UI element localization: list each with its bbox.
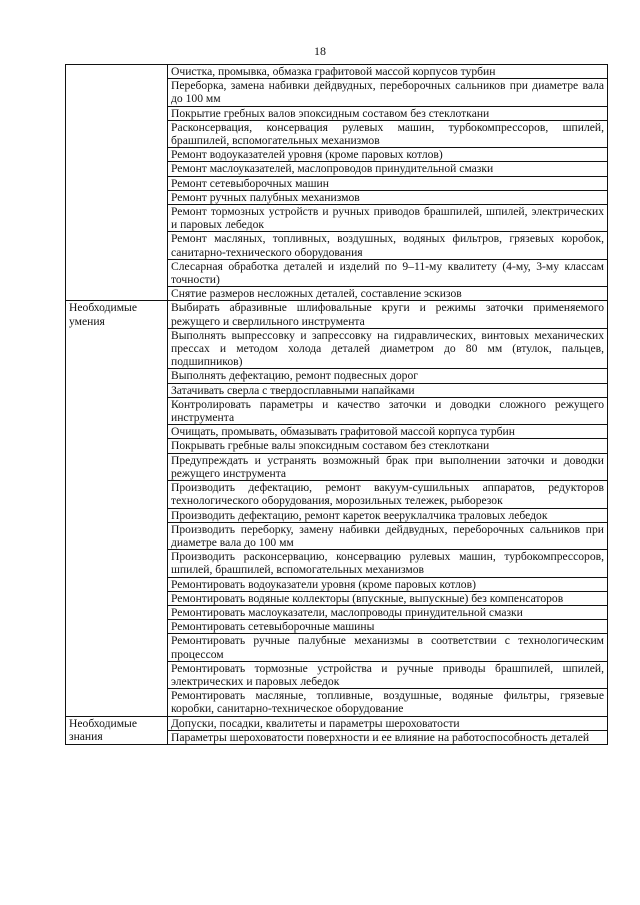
table-cell: Производить дефектацию, ремонт вакуум-сушильных аппаратов, редукторов технологического оборудования, морозильных тележек, рыборезок — [168, 481, 608, 508]
section-label: Необходимые умения — [66, 301, 168, 716]
table-cell: Ремонтировать маслоуказатели, маслопроводы принудительной смазки — [168, 605, 608, 619]
table-cell: Ремонт масляных, топливных, воздушных, водяных фильтров, грязевых коробок, санитарно-технического оборудования — [168, 232, 608, 259]
table-cell: Расконсервация, консервация рулевых машин, турбокомпрессоров, шпилей, брашпилей, вспомогательных механизмов — [168, 120, 608, 147]
section-label: Необходимые знания — [66, 716, 168, 744]
table-cell: Производить дефектацию, ремонт кареток вееруклалчика траловых лебедок — [168, 508, 608, 522]
table-cell: Выбирать абразивные шлифовальные круги и режимы заточки применяемого режущего и сверлильного инструмента — [168, 301, 608, 328]
table-row — [66, 301, 608, 328]
table-cell: Ремонтировать масляные, топливные, воздушные, водяные фильтры, грязевые коробки, санитарно-техническое оборудование — [168, 689, 608, 716]
table-cell: Слесарная обработка деталей и изделий по 9–11-му квалитету (4-му, 3-му классам точности) — [168, 259, 608, 286]
table-cell: Производить переборку, замену набивки дейдвудных, переборочных сальников при диаметре вала до 100 мм — [168, 522, 608, 549]
table-cell: Предупреждать и устранять возможный брак при выполнении заточки и доводки режущего инструмента — [168, 453, 608, 480]
table-cell: Контролировать параметры и качество заточки и доводки сложного режущего инструмента — [168, 397, 608, 424]
requirements-table — [65, 64, 608, 745]
table-cell: Выполнять дефектацию, ремонт подвесных дорог — [168, 369, 608, 383]
table-cell: Ремонтировать сетевыборочные машины — [168, 620, 608, 634]
table-cell: Ремонт ручных палубных механизмов — [168, 190, 608, 204]
table-cell: Ремонтировать тормозные устройства и ручные приводы брашпилей, шпилей, электрических и паровых лебедок — [168, 661, 608, 688]
table-cell: Покрывать гребные валы эпоксидным составом без стеклоткани — [168, 439, 608, 453]
table-row — [66, 716, 608, 730]
table-cell: Производить расконсервацию, консервацию рулевых машин, турбокомпрессоров, шпилей, брашпилей, вспомогательных механизмов — [168, 550, 608, 577]
table-cell: Ремонтировать водяные коллекторы (впускные, выпускные) без компенсаторов — [168, 591, 608, 605]
table-cell: Затачивать сверла с твердосплавными напайками — [168, 383, 608, 397]
table-cell: Ремонт тормозных устройств и ручных приводов брашпилей, шпилей, электрических и паровых лебедок — [168, 205, 608, 232]
table-cell: Допуски, посадки, квалитеты и параметры шероховатости — [168, 716, 608, 730]
table-cell: Снятие размеров несложных деталей, составление эскизов — [168, 287, 608, 301]
table-cell: Очистка, промывка, обмазка графитовой массой корпусов турбин — [168, 65, 608, 79]
table-cell: Покрытие гребных валов эпоксидным составом без стеклоткани — [168, 106, 608, 120]
table-cell: Параметры шероховатости поверхности и ее влияние на работоспособность деталей — [168, 730, 608, 744]
table-row — [66, 65, 608, 79]
section-label — [66, 65, 168, 301]
page-number: 18 — [314, 44, 326, 58]
table-cell: Выполнять выпрессовку и запрессовку на гидравлических, винтовых механических прессах и методом холода деталей диаметром до 80 мм (втулок, пальцев, подшипников) — [168, 328, 608, 369]
table-cell: Переборка, замена набивки дейдвудных, переборочных сальников при диаметре вала до 100 мм — [168, 79, 608, 106]
table-cell: Ремонтировать ручные палубные механизмы в соответствии с технологическим процессом — [168, 634, 608, 661]
table-cell: Очищать, промывать, обмазывать графитовой массой корпуса турбин — [168, 425, 608, 439]
table-cell: Ремонтировать водоуказатели уровня (кроме паровых котлов) — [168, 577, 608, 591]
table-cell: Ремонт водоуказателей уровня (кроме паровых котлов) — [168, 148, 608, 162]
table-cell: Ремонт сетевыборочных машин — [168, 176, 608, 190]
table-cell: Ремонт маслоуказателей, маслопроводов принудительной смазки — [168, 162, 608, 176]
